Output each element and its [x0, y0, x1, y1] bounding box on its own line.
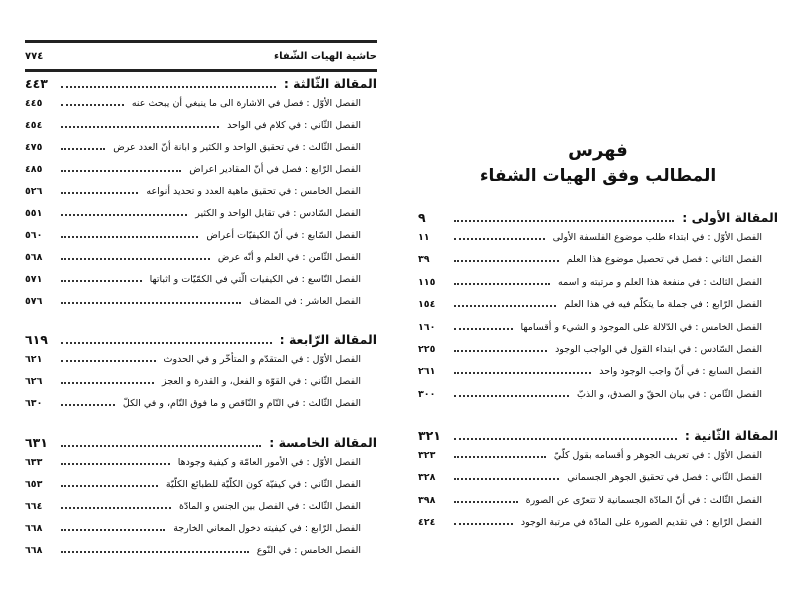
page-number: ٧٧٤	[25, 50, 44, 62]
toc-section	[418, 210, 778, 411]
chapter-title: الفصل الخامس : في تحقيق ماهية العدد و تحديد أنواعه	[146, 186, 361, 197]
chapter-row	[25, 186, 377, 208]
chapter-page: ٤٤٥	[25, 98, 43, 109]
chapter-title: الفصل الثّاني : في القوّة و الفعل، و القدرة و العجز	[161, 376, 361, 387]
dot-leader	[454, 238, 545, 240]
dot-leader	[454, 523, 513, 525]
chapter-page: ٦٦٤	[25, 501, 43, 512]
chapter-row	[418, 254, 778, 276]
chapter-title: الفصل السّادس : في تقابل الواحد و الكثير	[195, 208, 361, 219]
section-title: المقالة الرّابعة :	[279, 332, 377, 347]
chapter-page: ٥٧٦	[25, 296, 43, 307]
chapter-title: الفصل الثّاني : في كيفيّة كون الكلّيّة للطبائع الكلّيّة	[165, 479, 361, 490]
chapter-title: الفصل الأوّل : في ابتداء طلب موضوع الفلسفة الأولى	[552, 232, 762, 243]
chapter-row	[418, 495, 778, 517]
chapter-page: ١١٥	[418, 276, 436, 288]
chapter-page: ٦٥٣	[25, 479, 43, 490]
chapter-page: ٦٦٨	[25, 523, 43, 534]
dot-leader	[61, 404, 115, 406]
chapter-page: ٦٢٦	[25, 376, 43, 387]
dot-leader	[454, 305, 556, 307]
chapter-row	[418, 232, 778, 254]
section-title: المقالة الثّانية :	[684, 428, 778, 443]
section-heading	[418, 428, 778, 450]
dot-leader	[61, 507, 171, 509]
chapter-row	[25, 296, 377, 318]
chapter-row	[418, 389, 778, 411]
dot-leader	[61, 236, 198, 238]
chapter-title: الفصل السّابع : في أنّ الكيفيّات أعراض	[206, 230, 361, 241]
chapter-title: الفصل الثّالث : في التّام و النّاقص و ما فوق التّام، و في الكلّ	[122, 398, 361, 409]
toc-section	[418, 428, 778, 540]
dot-leader	[454, 478, 559, 480]
section-page: ٩	[418, 210, 426, 225]
chapter-row	[418, 344, 778, 366]
chapter-title: الفصل التّاسع : في الكيفيات الّتي في الكمّيّات و اثباتها	[149, 274, 361, 285]
chapter-title: الفصل الرّابع : في جملة ما يتكلّم فيه في هذا العلم	[564, 299, 762, 311]
chapter-row	[25, 120, 377, 142]
chapter-row	[25, 376, 377, 398]
chapter-title: الفصل السّادس : في ابتداء القول في الواجب الوجود	[555, 343, 762, 355]
chapter-title: الفصل الثّامن : في بيان الحقّ و الصدق، و الذبّ	[576, 388, 762, 400]
chapter-row	[25, 208, 377, 230]
chapter-row	[25, 274, 377, 296]
chapter-row	[25, 545, 377, 567]
section-page: ٦٣١	[25, 435, 48, 450]
toc-section	[25, 332, 377, 420]
dot-leader	[61, 360, 156, 362]
index-title: فهرس	[568, 140, 628, 161]
dot-leader	[61, 192, 138, 194]
running-header	[25, 40, 377, 72]
running-title: حاشية الهيات الشّفاء	[274, 50, 377, 62]
dot-leader	[61, 280, 142, 282]
chapter-title: الفصل الأوّل : في تعريف الجوهر و أقسامه بقول كلّيّ	[553, 450, 762, 461]
chapter-row	[25, 142, 377, 164]
chapter-title: الفصل الثّالث : في الفصل بين الجنس و المادّة	[179, 501, 361, 512]
dot-leader	[61, 302, 241, 304]
chapter-title: الفصل الثّاني : في كلام في الواحد	[227, 120, 361, 131]
dot-leader	[61, 342, 272, 344]
chapter-title: الفصل الخامس : في الدّلالة على الموجود و الشيء و أقسامها	[520, 321, 762, 333]
dot-leader	[61, 445, 261, 447]
chapter-page: ٥٥١	[25, 208, 43, 219]
chapter-page: ٣٢٨	[418, 472, 436, 484]
chapter-row	[418, 299, 778, 321]
chapter-row	[25, 457, 377, 479]
chapter-page: ٦٢١	[25, 354, 43, 365]
chapter-page: ١٥٤	[418, 299, 436, 311]
chapter-row	[25, 252, 377, 274]
chapter-page: ٥٦٠	[25, 230, 43, 241]
chapter-title: الفصل العاشر : في المضاف	[249, 296, 361, 307]
chapter-page: ٣٠٠	[418, 388, 436, 400]
section-title: المقالة الخامسة :	[269, 435, 377, 450]
index-subtitle: المطالب وفق الهيات الشفاء	[479, 166, 717, 186]
chapter-page: ٥٢٦	[25, 186, 43, 197]
chapter-page: ٦٣٣	[25, 457, 43, 468]
chapter-page: ٣٩	[418, 254, 430, 266]
dot-leader	[454, 438, 677, 440]
chapter-page: ٣٩٨	[418, 494, 436, 506]
chapter-page: ٣٢٣	[418, 450, 436, 461]
chapter-title: الفصل الرّابع : فصل في أنّ المقادير اعراض	[189, 164, 361, 175]
chapter-row	[418, 366, 778, 388]
chapter-title: الفصل الثّالث : في تحقيق الواحد و الكثير و ابانة أنّ العدد عرض	[113, 142, 361, 153]
chapter-page: ٤٥٤	[25, 120, 43, 131]
chapter-page: ٥٧١	[25, 274, 43, 285]
dot-leader	[454, 501, 518, 503]
chapter-row	[25, 479, 377, 501]
chapter-row	[25, 164, 377, 186]
right-page	[418, 0, 778, 602]
chapter-row	[25, 398, 377, 420]
chapter-title: الفصل الرّابع : في تقديم الصورة على المادّة في مرتبة الوجود	[520, 517, 762, 529]
section-title: المقالة الأولى :	[682, 210, 778, 225]
chapter-title: الفصل الأوّل : في المتقدّم و المتأخّر و في الحدوث	[163, 354, 361, 365]
chapter-row	[25, 354, 377, 376]
chapter-page: ٤٢٤	[418, 517, 436, 529]
dot-leader	[454, 328, 513, 330]
chapter-row	[418, 517, 778, 539]
section-title: المقالة الثّالثة :	[283, 76, 377, 91]
toc-section	[25, 76, 377, 318]
chapter-title: الفصل الثاني : فصل في تحصيل موضوع هذا العلم	[566, 254, 762, 266]
section-heading	[25, 435, 377, 457]
section-heading	[25, 76, 377, 98]
dot-leader	[61, 104, 124, 106]
chapter-row	[25, 98, 377, 120]
section-page: ٤٤٣	[25, 76, 48, 91]
chapter-page: ٥٦٨	[25, 252, 43, 263]
left-page	[25, 0, 377, 602]
dot-leader	[61, 485, 158, 487]
section-page: ٣٢١	[418, 428, 441, 443]
chapter-page: ١٦٠	[418, 321, 436, 333]
chapter-page: ٢٦١	[418, 366, 436, 378]
dot-leader	[61, 463, 170, 465]
chapter-page: ٤٧٥	[25, 142, 43, 153]
dot-leader	[61, 529, 165, 531]
dot-leader	[454, 372, 591, 374]
toc-section	[25, 435, 377, 567]
chapter-title: الفصل الثّاني : فصل في تحقيق الجوهر الجسماني	[567, 472, 762, 484]
section-heading	[25, 332, 377, 354]
chapter-title: الفصل الثالث : في منفعة هذا العلم و مرتبته و اسمه	[558, 276, 762, 288]
dot-leader	[61, 551, 249, 553]
dot-leader	[61, 382, 154, 384]
chapter-row	[25, 501, 377, 523]
chapter-title: الفصل الثّالث : في أنّ المادّة الجسمانية لا تتعرّى عن الصورة	[525, 494, 762, 506]
chapter-title: الفصل الأوّل : في الأمور العامّة و كيفية وجودها	[177, 457, 361, 468]
dot-leader	[61, 86, 276, 88]
chapter-title: الفصل الثّامن : في العلم و أنّه عرض	[217, 252, 361, 263]
chapter-page: ٦٣٠	[25, 398, 43, 409]
chapter-row	[418, 322, 778, 344]
chapter-title: الفصل الخامس : في النّوع	[256, 545, 361, 556]
chapter-title: الفصل الرّابع : في كيفيته دخول المعاني الخارجة	[173, 523, 361, 534]
section-page: ٦١٩	[25, 332, 48, 347]
chapter-row	[418, 277, 778, 299]
dot-leader	[454, 283, 550, 285]
chapter-page: ٤٨٥	[25, 164, 43, 175]
chapter-page: ٦٦٨	[25, 545, 43, 556]
dot-leader	[61, 126, 219, 128]
dot-leader	[61, 214, 187, 216]
dot-leader	[454, 350, 547, 352]
dot-leader	[61, 258, 210, 260]
chapter-page: ١١	[418, 232, 430, 243]
dot-leader	[454, 456, 546, 458]
dot-leader	[61, 148, 105, 150]
chapter-row	[418, 450, 778, 472]
chapter-row	[25, 230, 377, 252]
chapter-row	[418, 472, 778, 494]
chapter-page: ٢٢٥	[418, 343, 436, 355]
dot-leader	[61, 170, 181, 172]
chapter-row	[25, 523, 377, 545]
chapter-title: الفصل الأوّل : فصل في الاشارة الى ما ينبغي أن يبحث عنه	[131, 98, 361, 109]
dot-leader	[454, 220, 674, 222]
chapter-title: الفصل السابع : في أنّ واجب الوجود واحد	[599, 366, 762, 378]
dot-leader	[454, 395, 569, 397]
section-heading	[418, 210, 778, 232]
dot-leader	[454, 260, 559, 262]
